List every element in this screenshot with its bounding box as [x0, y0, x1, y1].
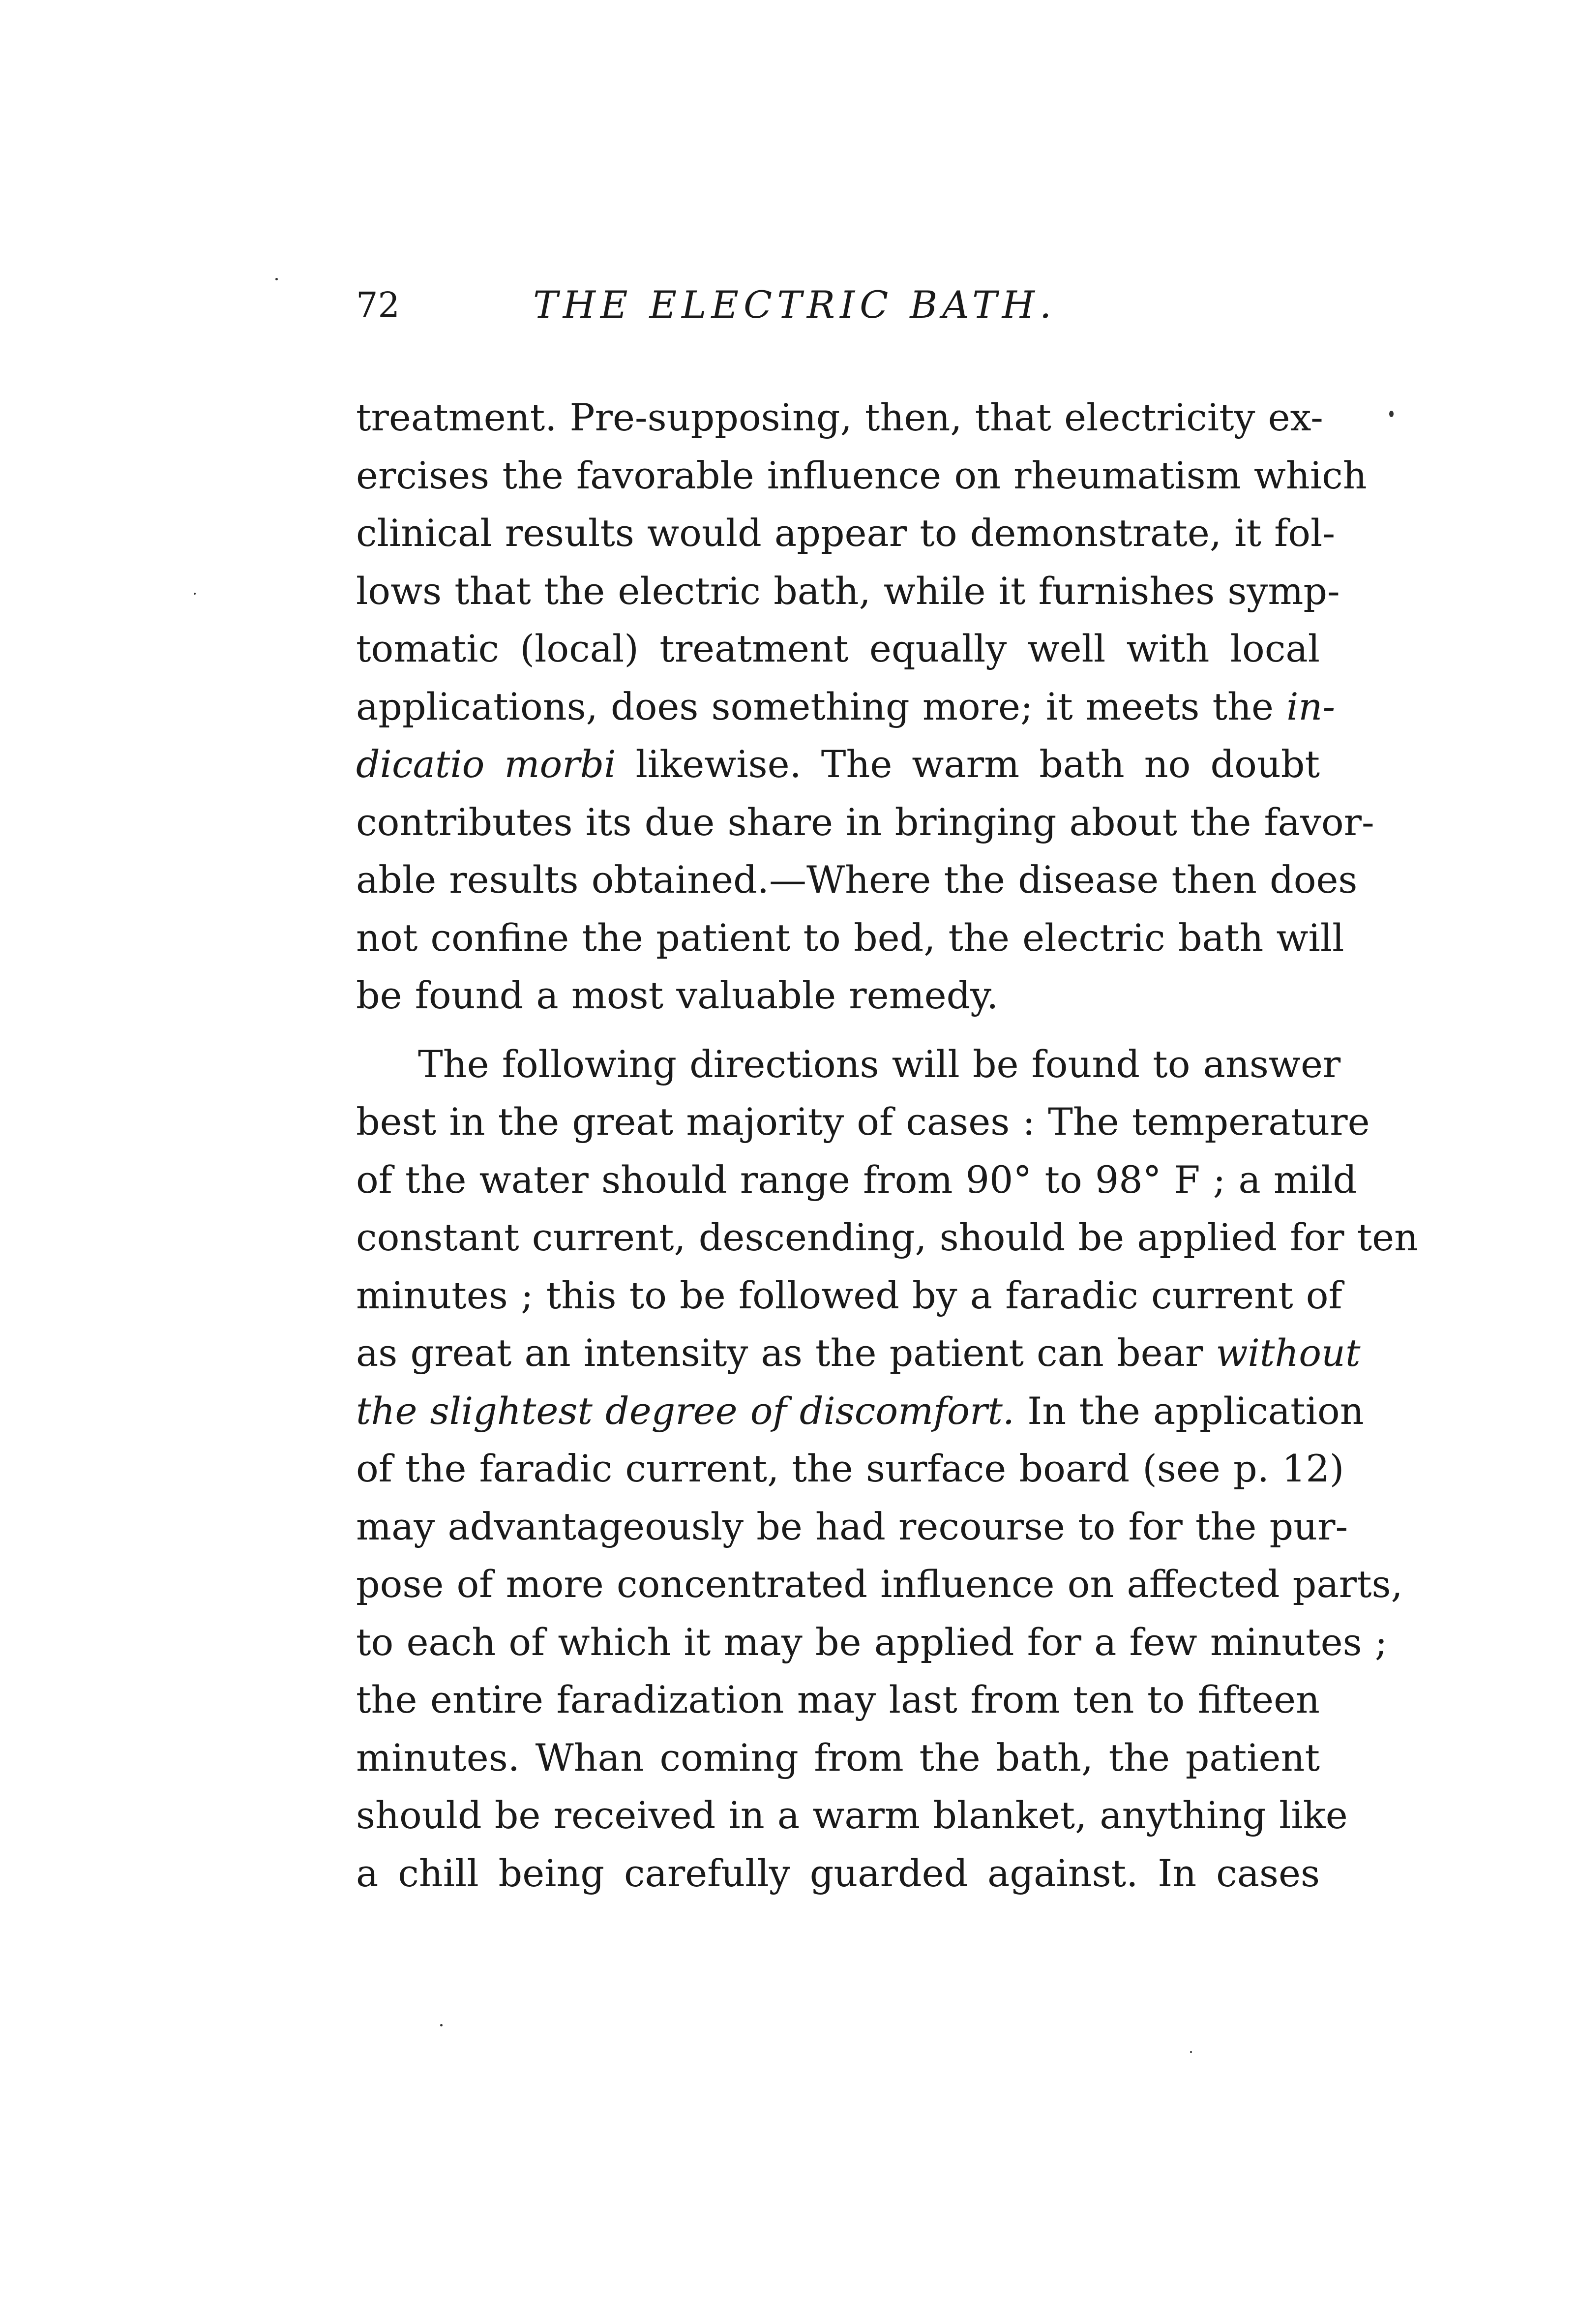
text-line: ercises the favorable influence on rheumatism which	[356, 453, 1367, 497]
plain-span: In the application	[1014, 1388, 1364, 1433]
text-line: a chill being carefully guarded against. In cases	[356, 1851, 1320, 1895]
text-line: pose of more concentrated influence on affected parts,	[356, 1562, 1403, 1606]
scan-speck	[194, 593, 196, 595]
scan-speck	[1389, 411, 1394, 417]
text-line-mixed	[356, 735, 1320, 793]
text-line: of the water should range from 90° to 98° F ; a mild	[356, 1157, 1357, 1202]
paragraph-gap	[356, 1025, 1320, 1035]
text-line: lows that the electric bath, while it furnishes symp-	[356, 569, 1340, 613]
text-line: be found a most valuable remedy.	[356, 973, 999, 1017]
scan-speck	[1190, 2051, 1192, 2053]
italic-span: dicatio morbi	[356, 742, 616, 786]
text-line-mixed	[356, 678, 1336, 736]
text-line: may advantageously be had recourse to for the pur-	[356, 1504, 1348, 1548]
italic-span: in-	[1286, 684, 1336, 728]
plain-span: applications, does something more; it meets the	[356, 684, 1287, 728]
page-number: 72	[356, 285, 400, 325]
italic-span: without	[1216, 1331, 1361, 1375]
plain-span: likewise. The warm bath no doubt	[616, 742, 1320, 786]
text-line: best in the great majority of cases : The temperature	[356, 1100, 1370, 1144]
text-line: The following directions will be found to answer	[418, 1042, 1341, 1086]
scan-speck	[440, 2024, 443, 2026]
italic-span: the slightest degree of discomfort.	[356, 1388, 1015, 1433]
text-line: should be received in a warm blanket, anything like	[356, 1793, 1348, 1837]
text-line: tomatic (local) treatment equally well with local	[356, 627, 1320, 670]
text-line: minutes. Whan coming from the bath, the patient	[356, 1735, 1320, 1780]
text-line: to each of which it may be applied for a few minutes ;	[356, 1620, 1388, 1664]
text-line: clinical results would appear to demonstrate, it fol-	[356, 511, 1336, 555]
running-title: THE ELECTRIC BATH.	[533, 283, 1057, 327]
text-line: minutes ; this to be followed by a faradic current of	[356, 1273, 1342, 1317]
text-line: the entire faradization may last from ten to fifteen	[356, 1678, 1320, 1721]
body-text	[356, 389, 1419, 1902]
running-head	[356, 275, 1320, 334]
text-line-mixed	[356, 1324, 1361, 1382]
text-line: of the faradic current, the surface board (see p. 12)	[356, 1447, 1344, 1490]
text-line: able results obtained.—Where the disease then does	[356, 858, 1358, 902]
text-line: contributes its due share in bringing about the favor-	[356, 800, 1374, 844]
text-line: not confine the patient to bed, the electric bath will	[356, 915, 1344, 960]
text-line: treatment. Pre-supposing, then, that electricity ex-	[356, 395, 1323, 439]
plain-span: as great an intensity as the patient can bear	[356, 1331, 1216, 1375]
scan-speck	[275, 278, 278, 280]
text-line-mixed	[356, 1382, 1364, 1440]
text-line: constant current, descending, should be applied for ten	[356, 1215, 1419, 1259]
